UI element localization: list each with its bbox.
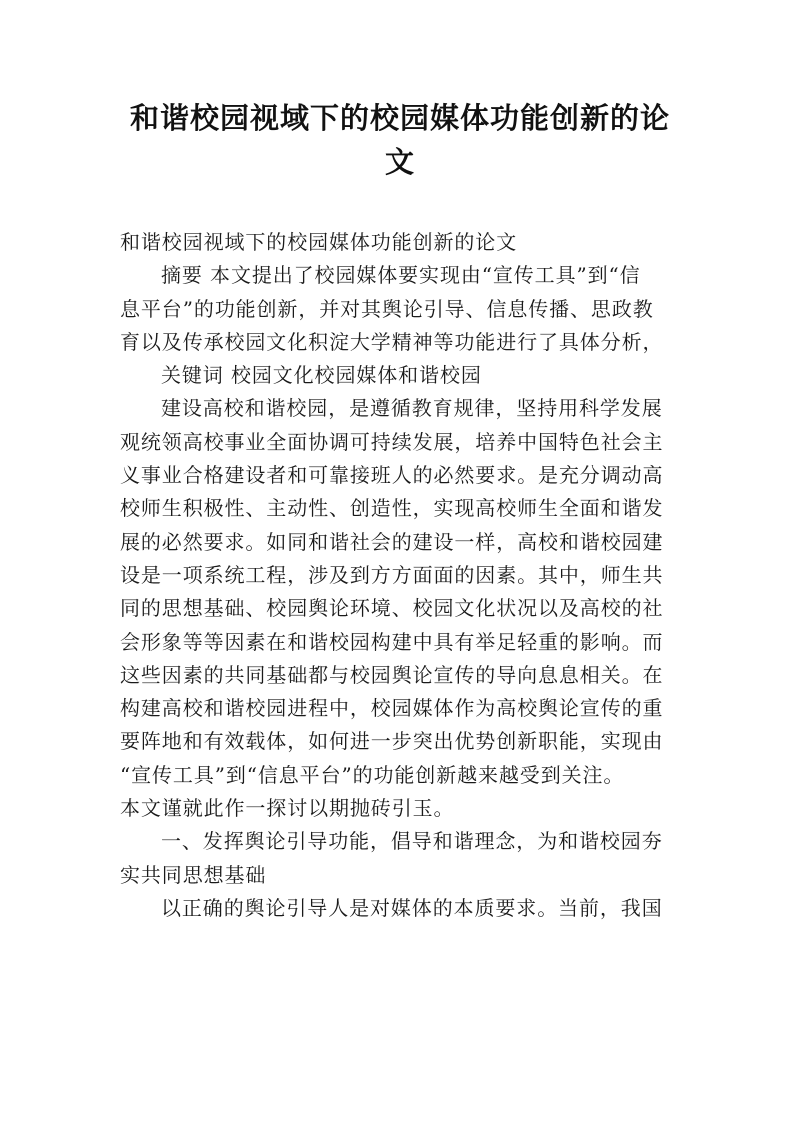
body-line: “宣传工具”到“信息平台”的功能创新越来越受到关注。 xyxy=(120,762,625,787)
body-line: 校师生积极性、主动性、创造性，实现高校师生全面和谐发 xyxy=(120,496,664,521)
body-line: 摘要 本文提出了校园媒体要实现由“宣传工具”到“信 xyxy=(161,263,641,288)
title-line-1: 和谐校园视域下的校园媒体功能创新的论 xyxy=(129,101,670,135)
body-line: 观统领高校事业全面协调可持续发展，培养中国特色社会主 xyxy=(120,429,664,454)
body-line: 设是一项系统工程，涉及到方方面面的因素。其中，师生共 xyxy=(120,562,664,587)
body-line: 构建高校和谐校园进程中，校园媒体作为高校舆论宣传的重 xyxy=(120,696,664,721)
body-line: 一、发挥舆论引导功能，倡导和谐理念，为和谐校园夯 xyxy=(161,829,663,854)
body-line: 义事业合格建设者和可靠接班人的必然要求。是充分调动高 xyxy=(120,463,664,488)
body-line: 实共同思想基础 xyxy=(120,862,267,887)
body-line: 同的思想基础、校园舆论环境、校园文化状况以及高校的社 xyxy=(120,596,664,621)
document-body xyxy=(120,226,690,925)
body-line: 要阵地和有效载体，如何进一步突出优势创新职能，实现由 xyxy=(120,729,664,754)
body-line: 本文谨就此作一探讨以期抛砖引玉。 xyxy=(120,796,455,821)
body-line: 会形象等等因素在和谐校园构建中具有举足轻重的影响。而 xyxy=(120,629,664,654)
body-line: 以正确的舆论引导人是对媒体的本质要求。当前，我国 xyxy=(161,895,663,920)
body-line: 关键词 校园文化校园媒体和谐校园 xyxy=(161,363,482,388)
title-line-2: 文 xyxy=(384,145,415,179)
document-title xyxy=(110,96,690,184)
body-line: 展的必然要求。如同和谐社会的建设一样，高校和谐校园建 xyxy=(120,529,664,554)
body-line: 育以及传承校园文化积淀大学精神等功能进行了具体分析， xyxy=(120,329,664,354)
body-line: 建设高校和谐校园，是遵循教育规律，坚持用科学发展 xyxy=(161,396,663,421)
body-line: 息平台”的功能创新，并对其舆论引导、信息传播、思政教 xyxy=(120,296,654,321)
body-line: 和谐校园视域下的校园媒体功能创新的论文 xyxy=(120,230,518,254)
body-line: 这些因素的共同基础都与校园舆论宣传的导向息息相关。在 xyxy=(120,662,664,687)
